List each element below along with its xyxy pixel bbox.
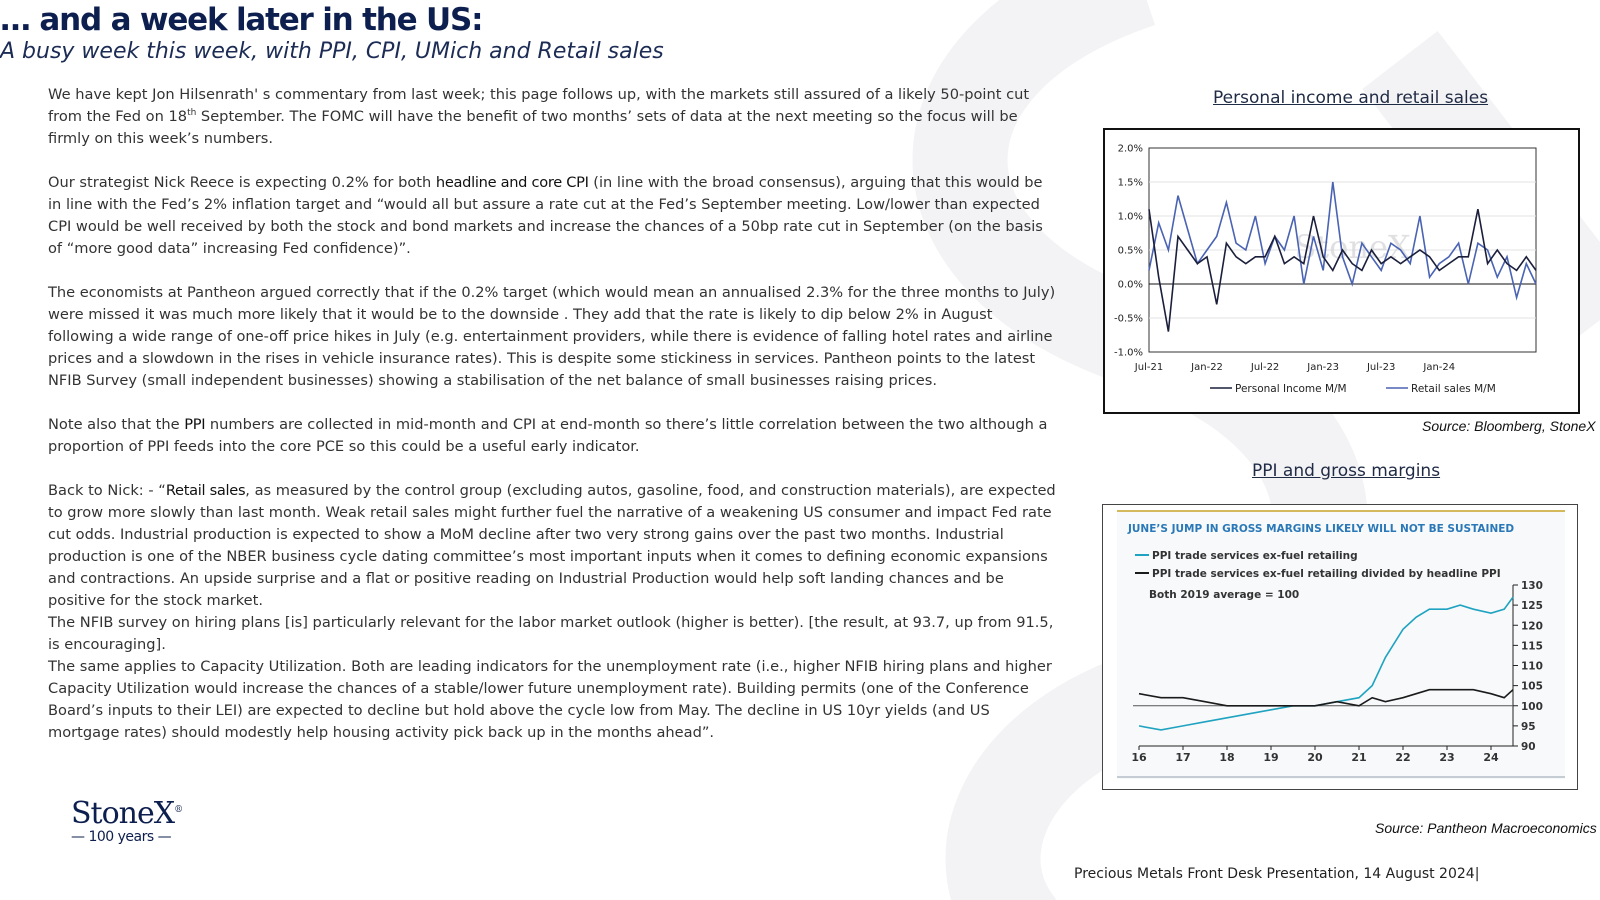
- chart2-y-tick-label: 100: [1521, 700, 1543, 713]
- chart2-x-tick-label: 17: [1175, 751, 1191, 764]
- chart2-x-tick-label: 20: [1307, 751, 1323, 764]
- chart1-y-tick-label: 1.5%: [1117, 177, 1143, 189]
- headline-core-cpi-emphasis: headline and core CPI: [435, 174, 589, 191]
- chart1-svg: [1105, 130, 1578, 412]
- chart1-y-tick-label: 0.5%: [1117, 245, 1143, 257]
- chart1-y-tick-label: -0.5%: [1113, 313, 1143, 325]
- chart2-y-tick-label: 105: [1521, 680, 1543, 693]
- chart2-x-tick-label: 19: [1263, 751, 1279, 764]
- paragraph-6: The NFIB survey on hiring plans [is] particularly relevant for the labor market outlook (higher is better). [the result, at 93.7, up from 91.5, is encouraging].: [48, 614, 1054, 653]
- chart2-frame: [1102, 504, 1578, 790]
- chart1-x-tick-label: Jul-21: [1134, 362, 1164, 373]
- logo-tagline: — 100 years —: [71, 829, 172, 845]
- chart2-legend-label: PPI trade services ex-fuel retailing: [1152, 550, 1358, 562]
- commentary-text: [48, 84, 1058, 744]
- page-subtitle: A busy week this week, with PPI, CPI, UMich and Retail sales: [0, 39, 664, 64]
- chart2-x-tick-label: 24: [1483, 751, 1499, 764]
- stonex-logo: [71, 796, 182, 845]
- chart2-x-tick-label: 18: [1219, 751, 1235, 764]
- paragraph-2: Our strategist Nick Reece is expecting 0.2% for both headline and core CPI (in line with the broad consensus), arguing that this would be in line with the Fed’s 2% inflation target and “would all but assure a rate cut at the Fed’s September meeting. Low/lower than expected CPI would be well received by both the stock and bond markets and increase the chances of a 50bp rate cut in September (on the basis of “more good data” increasing Fed confidence)”.: [48, 174, 1043, 257]
- chart2-y-tick-label: 130: [1521, 580, 1543, 592]
- chart1-y-tick-label: 0.0%: [1117, 279, 1143, 291]
- paragraph-1: We have kept Jon Hilsenrath' s commentary from last week; this page follows up, with the markets still assured of a likely 50-point cut from the Fed on 18th September. The FOMC will have the benefit of two months’ sets of data at the next meeting so the focus will be firmly on this week’s numbers.: [48, 86, 1030, 147]
- chart1-x-tick-label: Jan-22: [1191, 362, 1223, 373]
- paragraph-3: The economists at Pantheon argued correctly that if the 0.2% target (which would mean an annualised 2.3% for the three months to July) were missed it was much more likely that it would be to the downside . They add that the rate is likely to dip below 2% in August following a wide range of one-off price hikes in July (e.g. entertainment providers, while there is evidence of falling hotel rates and airline prices and a slowdown in the rises in vehicle insurance rates). This is despite some stickiness in services. Pantheon points to the latest NFIB Survey (small independent businesses) showing a stabilisation of the net balance of small businesses raising prices.: [48, 284, 1056, 389]
- chart2-y-tick-label: 95: [1521, 720, 1536, 733]
- chart2-heading: JUNE’S JUMP IN GROSS MARGINS LIKELY WILL NOT BE SUSTAINED: [1128, 523, 1515, 535]
- chart2-x-tick-label: 22: [1395, 751, 1411, 764]
- chart1-legend-label: Personal Income M/M: [1235, 383, 1347, 395]
- footer-text: Precious Metals Front Desk Presentation, 14 August 2024|: [1074, 866, 1480, 882]
- chart2-title: PPI and gross margins: [1252, 461, 1441, 481]
- chart1-x-tick-label: Jul-22: [1250, 362, 1280, 373]
- chart2-y-tick-label: 90: [1521, 741, 1536, 753]
- ppi-emphasis: PPI: [184, 416, 206, 433]
- chart1-frame: [1103, 128, 1580, 414]
- chart2-y-tick-label: 110: [1521, 660, 1543, 673]
- chart2-y-tick-label: 115: [1521, 640, 1543, 653]
- chart1-title: Personal income and retail sales: [1213, 88, 1489, 108]
- chart2-y-tick-label: 120: [1521, 620, 1543, 633]
- chart1-legend-label: Retail sales M/M: [1411, 383, 1496, 395]
- chart1-x-tick-label: Jul-23: [1366, 362, 1396, 373]
- chart1-source: Source: Bloomberg, StoneX: [1422, 418, 1596, 434]
- chart2-legend-label: PPI trade services ex-fuel retailing divided by headline PPI: [1152, 568, 1501, 580]
- logo-wordmark: StoneX®: [71, 796, 183, 831]
- chart2-note: Both 2019 average = 100: [1149, 589, 1300, 601]
- chart1-x-tick-label: Jan-23: [1307, 362, 1340, 373]
- chart1-y-tick-label: 2.0%: [1117, 143, 1143, 155]
- chart2-svg: [1103, 505, 1577, 789]
- page-title: … and a week later in the US:: [0, 2, 483, 38]
- chart1-y-tick-label: 1.0%: [1117, 211, 1143, 223]
- chart2-x-tick-label: 16: [1131, 751, 1147, 764]
- chart1-x-tick-label: Jan-24: [1423, 362, 1456, 373]
- chart2-y-tick-label: 125: [1521, 600, 1543, 613]
- paragraph-5: Back to Nick: - “Retail sales, as measured by the control group (excluding autos, gasoline, food, and construction materials), are expected to grow more slowly than last month. Weak retail sales might further fuel the narrative of a weakening US consumer and impact Fed rate cut odds. Industrial production is expected to show a MoM decline after two very strong gains over the past two months. Industrial production is one of the NBER business cycle dating committee’s most important inputs when it comes to defining economic expansions and contractions. An upside surprise and a flat or positive reading on Industrial Production would help soft landing chances and be positive for the stock market.: [48, 482, 1056, 609]
- retail-sales-emphasis: Retail sales: [165, 482, 246, 499]
- chart2-x-tick-label: 21: [1351, 751, 1367, 764]
- chart2-x-tick-label: 23: [1439, 751, 1455, 764]
- chart1-y-tick-label: -1.0%: [1113, 347, 1143, 359]
- paragraph-4: Note also that the PPI numbers are collected in mid-month and CPI at end-month so there’s little correlation between the two although a proportion of PPI feeds into the core PCE so this could be a useful early indicator.: [48, 416, 1048, 455]
- chart1-watermark: StoneX: [1294, 228, 1411, 266]
- chart2-source: Source: Pantheon Macroeconomics: [1375, 820, 1597, 836]
- paragraph-7: The same applies to Capacity Utilization. Both are leading indicators for the unemployment rate (i.e., higher NFIB hiring plans and higher Capacity Utilization would increase the chances of a stable/lower future unemployment rate). Building permits (one of the Conference Board’s inputs to their LEI) are expected to decline but hold above the cycle low from May. The decline in US 10yr yields (and US mortgage rates) should modestly help housing activity pick back up in the months ahead”.: [48, 658, 1052, 741]
